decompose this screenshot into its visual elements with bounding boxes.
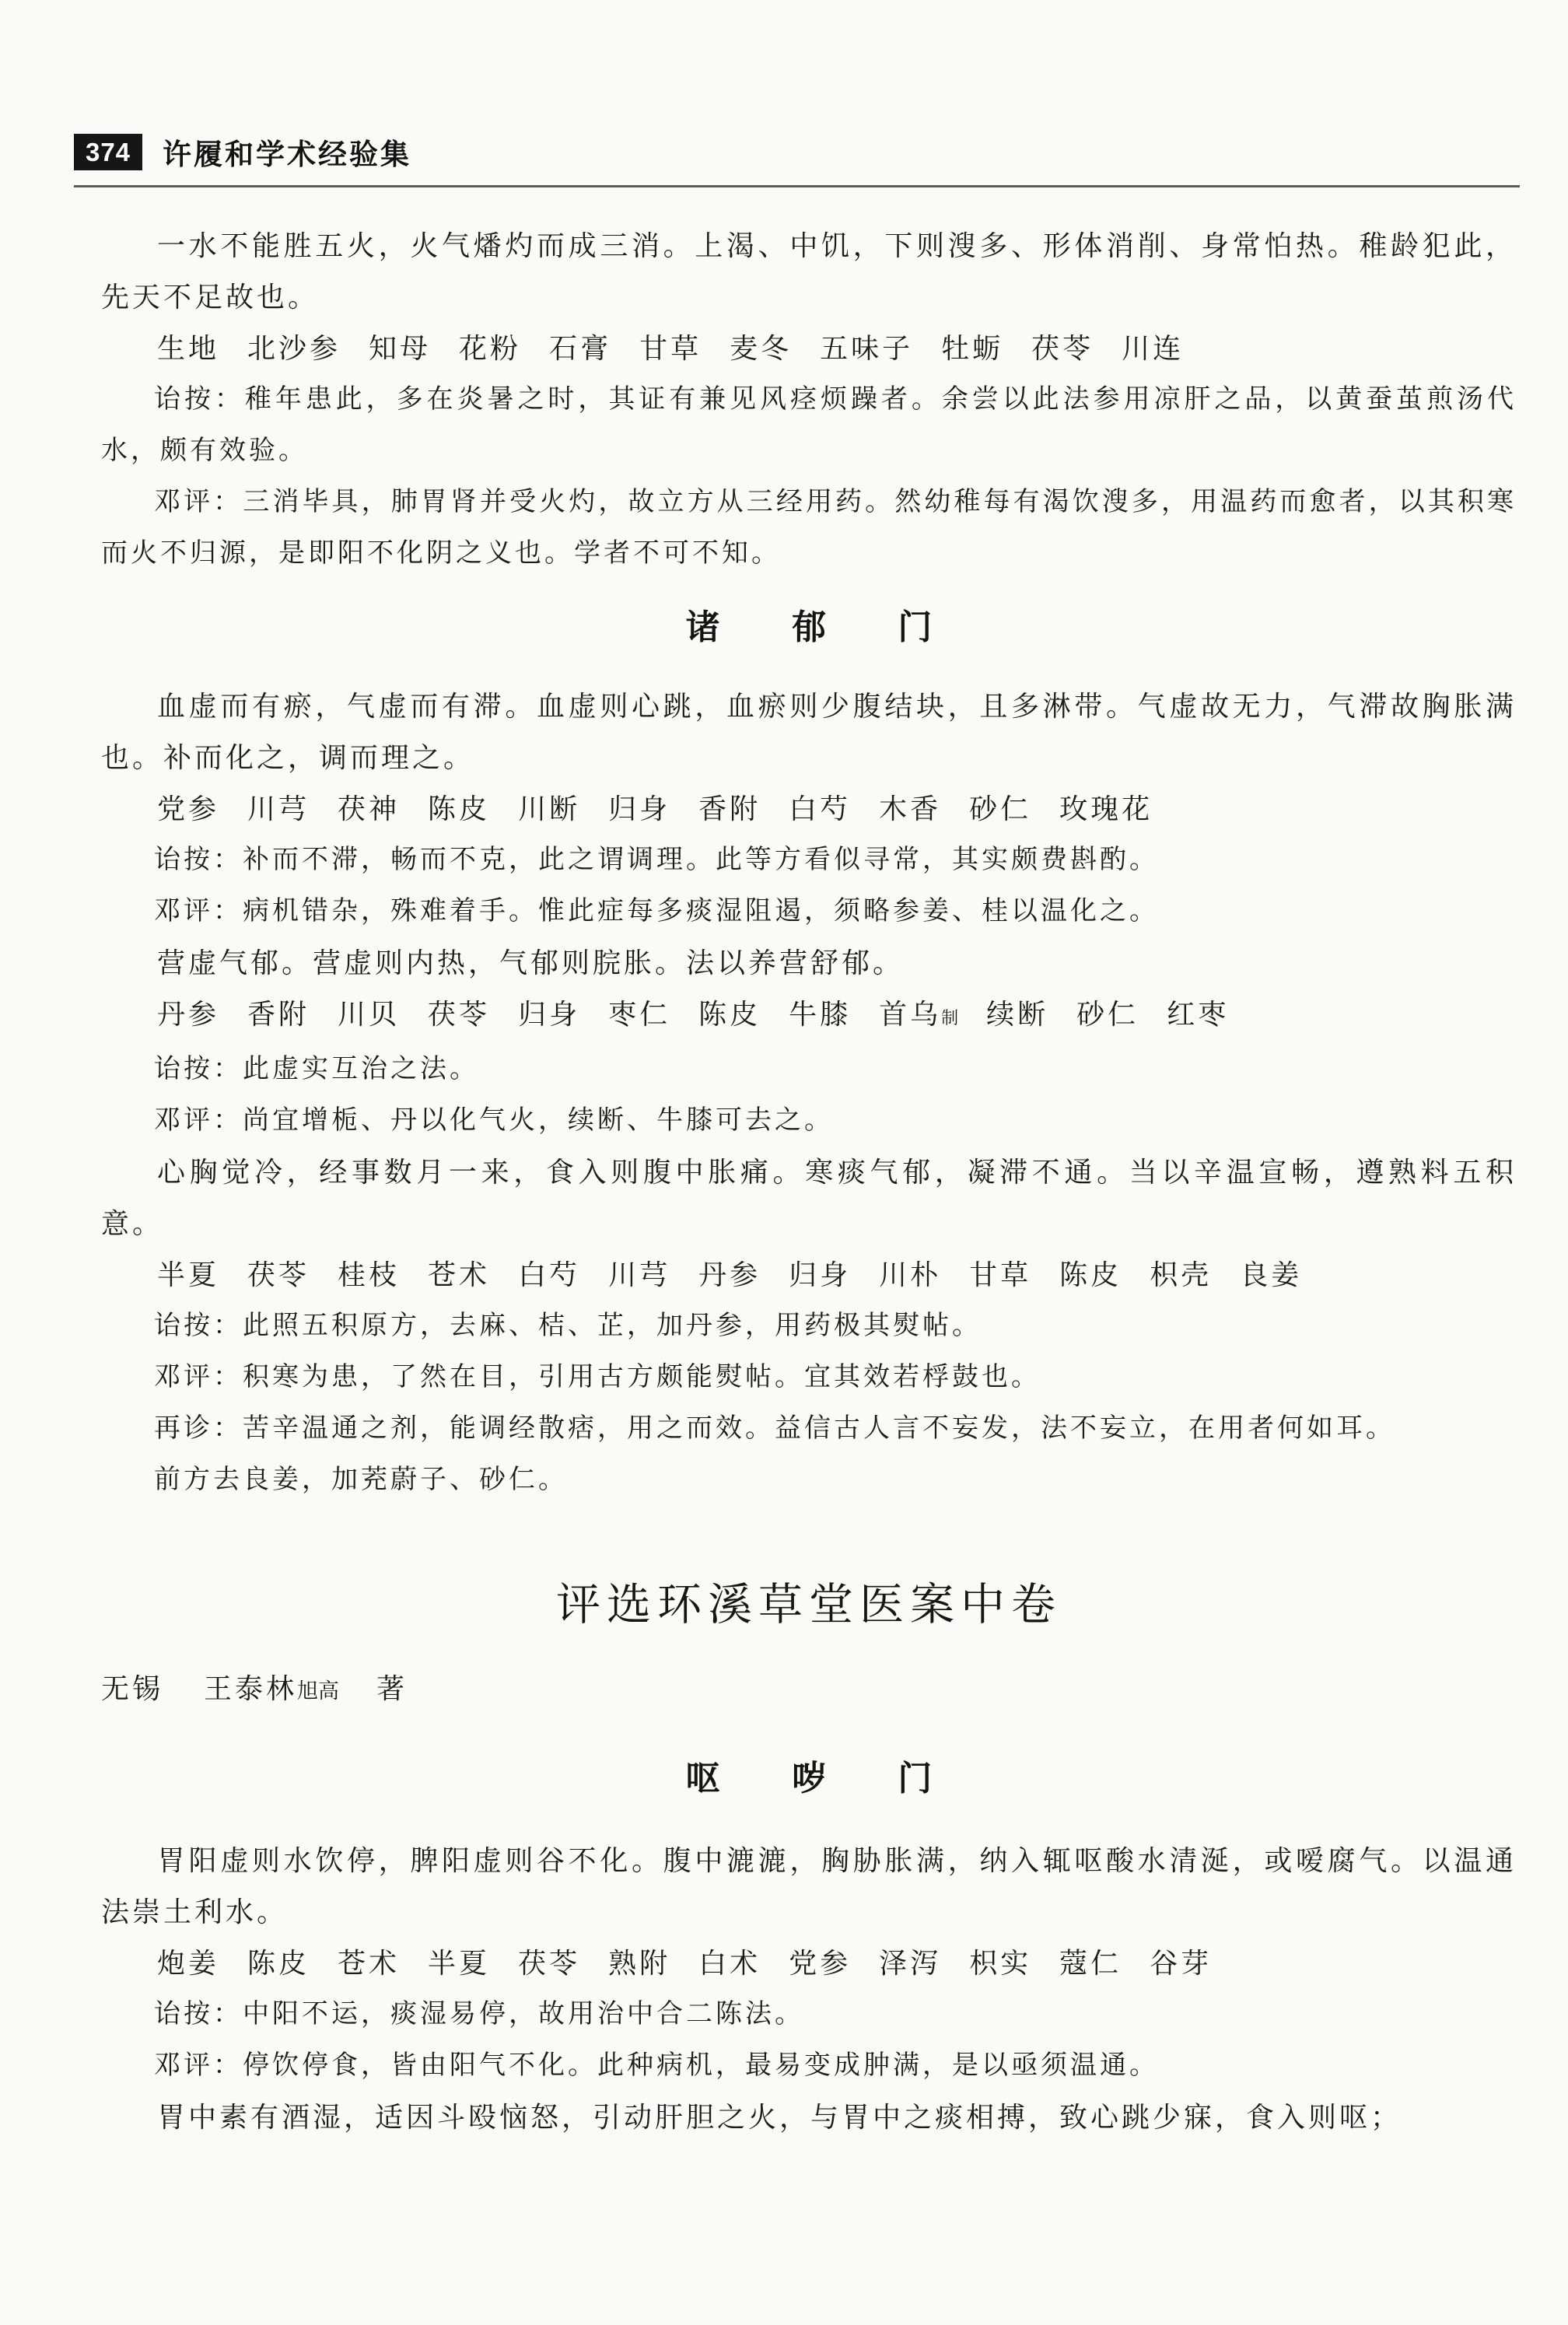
herb-name: 归身 — [608, 793, 671, 825]
herb-name: 茯神 — [338, 793, 401, 825]
paragraph: 心胸觉冷，经事数月一来，食入则腹中胀痛。寒痰气郁，凝滞不通。当以辛温宣畅，遵熟料五积意。 — [101, 1157, 1517, 1239]
herb-prescription-line — [101, 1249, 1517, 1301]
herb-name: 半夏 — [157, 1259, 220, 1290]
herb-name: 丹参 — [157, 999, 220, 1030]
herb-name: 川芎 — [247, 793, 310, 825]
herb-name: 白芍 — [789, 793, 852, 825]
herb-name: 生地 — [157, 333, 220, 364]
herb-name: 五味子 — [820, 333, 914, 364]
herb-name: 熟附 — [608, 1948, 671, 1980]
herb-name: 川连 — [1122, 333, 1185, 364]
herb-name: 首乌制 — [879, 999, 959, 1030]
herb-name: 桂枝 — [338, 1259, 401, 1290]
herb-name: 党参 — [789, 1948, 852, 1980]
author-role: 著 — [376, 1673, 408, 1705]
herb-name: 陈皮 — [428, 793, 491, 825]
commentary-line: 邓评：积寒为患，了然在目，引用古方颇能熨帖。宜其效若桴鼓也。 — [154, 1363, 1041, 1392]
commentary-line: 邓评：三消毕具，肺胃肾并受火灼，故立方从三经用药。然幼稚每有渴饮溲多，用温药而愈者，以其积寒而火不归源，是即阳不化阴之义也。学者不可不知。 — [101, 488, 1517, 568]
herb-name: 归身 — [518, 999, 581, 1030]
paragraph: 一水不能胜五火，火气燔灼而成三消。上渴、中饥，下则溲多、形体消削、身常怕热。稚龄犯此，先天不足故也。 — [101, 230, 1517, 313]
page-number-badge: 374 — [74, 134, 142, 170]
herb-prescription-line — [101, 989, 1517, 1044]
commentary-line: 再诊：苦辛温通之剂，能调经散痞，用之而效。益信古人言不妄发，法不妄立，在用者何如耳。 — [154, 1414, 1395, 1443]
herb-name: 木香 — [879, 793, 942, 825]
herb-name: 丹参 — [698, 1259, 761, 1290]
herb-name: 蔻仁 — [1059, 1948, 1122, 1980]
herb-name: 枳壳 — [1150, 1259, 1213, 1290]
herb-name: 川贝 — [338, 999, 401, 1030]
commentary-line: 邓评：尚宜增栀、丹以化气火，续断、牛膝可去之。 — [154, 1106, 834, 1135]
commentary-line: 诒按：此虚实互治之法。 — [154, 1055, 479, 1084]
paragraph: 营虚气郁。营虚则内热，气郁则脘胀。法以养营舒郁。 — [157, 947, 905, 979]
herb-name: 枳实 — [969, 1948, 1032, 1980]
herb-name: 香附 — [247, 999, 310, 1030]
herb-preparation-note: 制 — [941, 1008, 959, 1028]
author-name: 王泰林 — [204, 1673, 298, 1705]
herb-name: 茯苓 — [247, 1259, 310, 1290]
herb-name: 北沙参 — [247, 333, 341, 364]
herb-name: 川断 — [518, 793, 581, 825]
herb-prescription-line — [101, 1938, 1517, 1989]
herb-name: 茯苓 — [428, 999, 491, 1030]
commentary-line: 诒按：此照五积原方，去麻、桔、芷，加丹参，用药极其熨帖。 — [154, 1311, 982, 1340]
herb-name: 砂仁 — [969, 793, 1032, 825]
herb-name: 归身 — [789, 1259, 852, 1290]
author-line — [101, 1663, 1517, 1717]
herb-name: 知母 — [369, 333, 432, 364]
herb-name: 茯苓 — [1031, 333, 1094, 364]
book-title: 许履和学术经验集 — [163, 138, 411, 170]
page-body — [101, 187, 1517, 2143]
paragraph: 胃阳虚则水饮停，脾阳虚则谷不化。腹中漉漉，胸胁胀满，纳入辄呕酸水清涎，或嗳腐气。以温通法崇土利水。 — [101, 1845, 1517, 1928]
herb-name: 泽泻 — [879, 1948, 942, 1980]
herb-name: 陈皮 — [247, 1948, 310, 1980]
volume-title: 评选环溪草堂医案中卷 — [556, 1581, 1062, 1630]
herb-name: 甘草 — [639, 333, 702, 364]
commentary-line: 诒按：补而不滞，畅而不克，此之谓调理。此等方看似寻常，其实颇费斟酌。 — [154, 846, 1159, 874]
commentary-line: 前方去良姜，加茺蔚子、砂仁。 — [154, 1465, 568, 1494]
herb-name: 茯苓 — [518, 1948, 581, 1980]
herb-name: 麦冬 — [730, 333, 793, 364]
herb-prescription-line — [101, 323, 1517, 374]
herb-name: 玫瑰花 — [1059, 793, 1153, 825]
herb-name: 香附 — [698, 793, 761, 825]
herb-name: 牡蛎 — [941, 333, 1004, 364]
herb-name: 良姜 — [1240, 1259, 1303, 1290]
commentary-line: 诒按：稚年患此，多在炎暑之时，其证有兼见风痉烦躁者。余尝以此法参用凉肝之品，以黄蚕茧煎汤代水，颇有效验。 — [101, 385, 1517, 465]
herb-name: 石膏 — [549, 333, 612, 364]
herb-name: 枣仁 — [608, 999, 671, 1030]
section-heading: 诸郁门 — [685, 608, 1004, 646]
page-header — [74, 131, 1520, 187]
commentary-line: 邓评：病机错杂，殊难着手。惟此症每多痰湿阻遏，须略参姜、桂以温化之。 — [154, 897, 1159, 926]
herb-name: 陈皮 — [698, 999, 761, 1030]
herb-name: 川芎 — [608, 1259, 671, 1290]
herb-name: 苍术 — [338, 1948, 401, 1980]
herb-name: 党参 — [157, 793, 220, 825]
herb-name: 苍术 — [428, 1259, 491, 1290]
herb-name: 牛膝 — [789, 999, 852, 1030]
herb-name: 谷芽 — [1150, 1948, 1213, 1980]
herb-name: 续断 — [986, 999, 1049, 1030]
herb-name: 白芍 — [518, 1259, 581, 1290]
author-courtesy-name: 旭高 — [297, 1679, 340, 1703]
herb-name: 砂仁 — [1076, 999, 1139, 1030]
section-heading: 呕哕门 — [685, 1760, 1004, 1798]
paragraph: 血虚而有瘀，气虚而有滞。血虚则心跳，血瘀则少腹结块，且多淋带。气虚故无力，气滞故胸胀满也。补而化之，调而理之。 — [101, 691, 1517, 773]
herb-name: 白术 — [698, 1948, 761, 1980]
herb-name: 半夏 — [428, 1948, 491, 1980]
herb-name: 甘草 — [969, 1259, 1032, 1290]
herb-prescription-line — [101, 783, 1517, 835]
herb-name: 炮姜 — [157, 1948, 220, 1980]
herb-name: 陈皮 — [1059, 1259, 1122, 1290]
herb-name: 川朴 — [879, 1259, 942, 1290]
herb-name: 花粉 — [459, 333, 522, 364]
commentary-line: 邓评：停饮停食，皆由阳气不化。此种病机，最易变成肿满，是以亟须温通。 — [154, 2051, 1159, 2081]
herb-name: 红枣 — [1167, 999, 1230, 1030]
paragraph: 胃中素有酒湿，适因斗殴恼怒，引动肝胆之火，与胃中之痰相搏，致心跳少寐，食入则呕； — [157, 2102, 1402, 2134]
commentary-line: 诒按：中阳不运，痰湿易停，故用治中合二陈法。 — [154, 2000, 804, 2029]
author-place: 无锡 — [101, 1673, 164, 1705]
